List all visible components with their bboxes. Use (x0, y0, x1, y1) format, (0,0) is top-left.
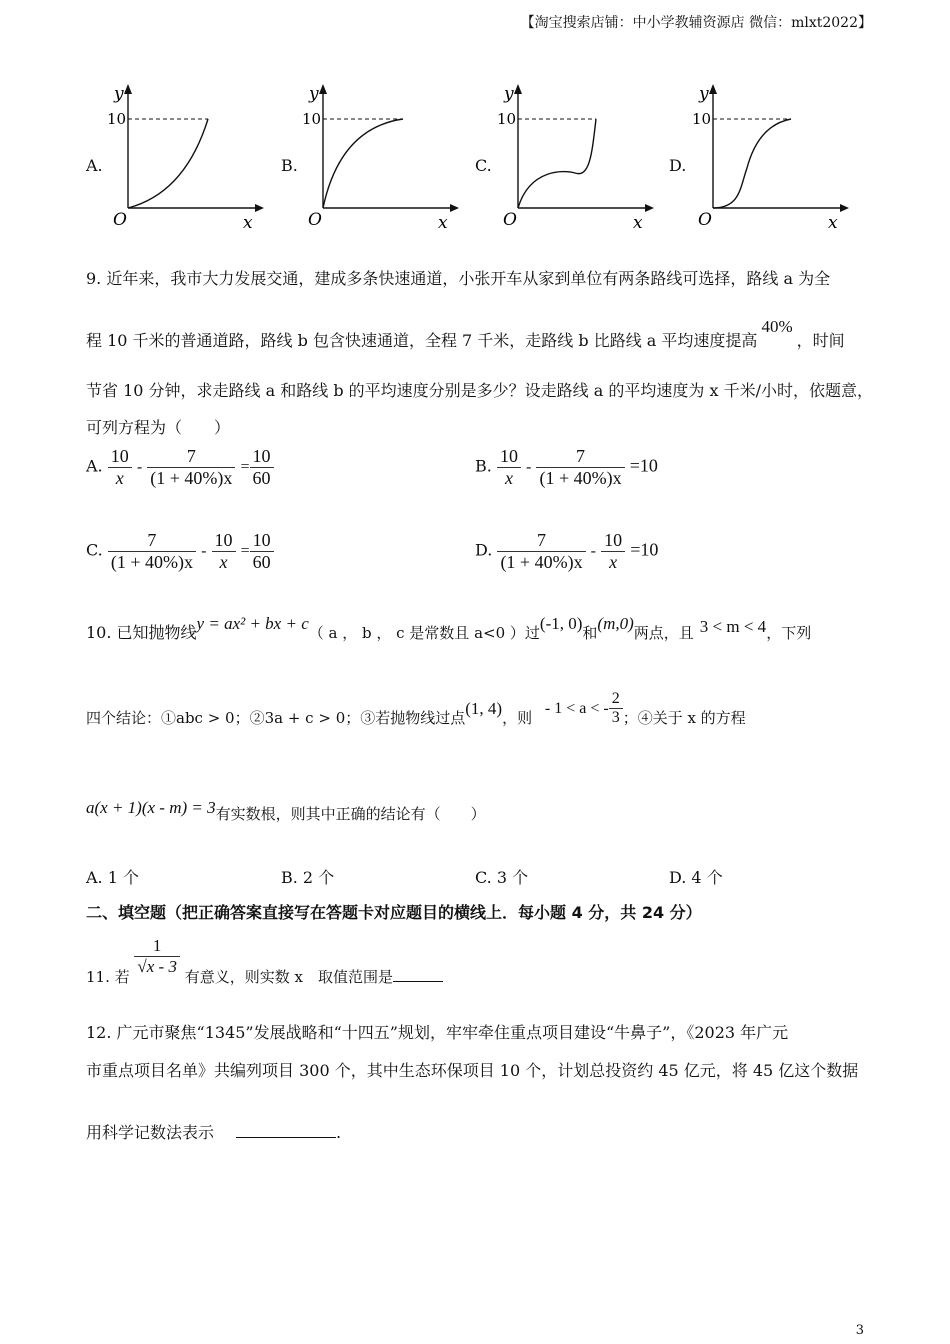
q9-line-3: 节省 10 分钟，求走路线 a 和路线 b 的平均速度分别是多少？设走路线 a 的平均速度为 x 千米/小时，依题意， (86, 381, 873, 400)
x-axis-label: x (438, 213, 448, 233)
origin-label: O (113, 210, 127, 230)
graph-option-a-label: A. (86, 156, 103, 175)
q9-percent: 40% (761, 317, 793, 336)
header-note: 【淘宝搜索店铺：中小学教辅资源店 微信：mlxt2022】 (520, 15, 872, 31)
y-tick-10: 10 (302, 110, 322, 128)
q10-option-a[interactable]: A. 1 个 (86, 868, 139, 887)
page-number: 3 (855, 1323, 864, 1338)
y-axis-label: y (309, 84, 319, 104)
option-label: B. (475, 456, 492, 476)
q9-option-c[interactable]: C. $\frac{7}{(1 + 40\%)x}$ - $\frac{10}{x}$ = $\frac{10}{60}$ (86, 530, 274, 572)
q11-answer-blank[interactable] (393, 981, 443, 982)
y-tick-10: 10 (692, 110, 712, 128)
q9-option-a[interactable]: A. $\frac{10}{x}$ - $\frac{7}{(1 + 40\%)x}$ = $\frac{10}{60}$ (86, 446, 274, 488)
section-2-heading: 二、填空题（把正确答案直接写在答题卡对应题目的横线上．每小题 4 分，共 24 分） (86, 903, 702, 922)
q10-option-d[interactable]: D. 4 个 (669, 868, 723, 887)
graph-b (295, 78, 475, 238)
option-label: C. (86, 540, 103, 560)
x-axis-label: x (633, 213, 643, 233)
q12-line-1: 12. 广元市聚焦“1345”发展战略和“十四五”规划，牢牢牵住重点项目建设“牛鼻子”，《2023 年广元 (86, 1023, 789, 1042)
graph-c (490, 78, 670, 238)
q9-line-2 (86, 317, 845, 351)
origin-label: O (503, 210, 517, 230)
graph-option-c-label: C. (475, 156, 492, 175)
q10-line-2: 四个结论：①abc > 0；②3a + c > 0；③若抛物线过点(1, 4)，则 - 1 < a < - $\frac{2}{3}$ ；④关于 x 的方程 (86, 690, 746, 727)
y-axis-label: y (504, 84, 514, 104)
q9-line-4: 可列方程为（ ） (86, 418, 231, 437)
graph-a (100, 78, 280, 238)
q9-option-b[interactable]: B. $\frac{10}{x}$ - $\frac{7}{(1 + 40\%)x}$ =10 (475, 446, 658, 488)
y-tick-10: 10 (107, 110, 127, 128)
x-axis-label: x (828, 213, 838, 233)
origin-label: O (308, 210, 322, 230)
origin-label: O (698, 210, 712, 230)
q12-line-3: 用科学记数法表示 . (86, 1123, 342, 1142)
q11: 11. 若 $\frac{1}{√x - 3}$ 有意义，则实数 x 取值范围是 (86, 936, 443, 976)
graph-option-d-label: D. (669, 156, 687, 175)
q9-line-1: 9. 近年来，我市大力发展交通，建成多条快速通道，小张开车从家到单位有两条路线可选择，路线 a 为全 (86, 269, 831, 288)
y-tick-10: 10 (497, 110, 517, 128)
option-label: A. (86, 456, 103, 476)
q9-line-2-text: 程 10 千米的普通道路，路线 b 包含快速通道，全程 7 千米，走路线 b 比路线 a 平均速度提高 (86, 331, 758, 350)
q10-parabola-eq: y = ax² + bx + c (196, 614, 309, 633)
y-axis-label: y (114, 84, 124, 104)
y-axis-label: y (699, 84, 709, 104)
q9-line-2-tail: ，时间 (796, 331, 845, 350)
q10-option-b[interactable]: B. 2 个 (281, 868, 335, 887)
q10-line-3: a(x + 1)(x - m) = 3有实数根，则其中正确的结论有（ ） (86, 798, 486, 823)
q12-line-2: 市重点项目名单》共编列项目 300 个，其中生态环保项目 10 个，计划总投资约 45 亿元，将 45 亿这个数据 (86, 1061, 859, 1080)
graph-option-b-label: B. (281, 156, 298, 175)
x-axis-label: x (243, 213, 253, 233)
q9-option-d[interactable]: D. $\frac{7}{(1 + 40\%)x}$ - $\frac{10}{x}$ =10 (475, 530, 659, 572)
option-label: D. (475, 540, 493, 560)
q12-answer-blank[interactable] (236, 1137, 336, 1138)
q10-option-c[interactable]: C. 3 个 (475, 868, 529, 887)
graph-d (685, 78, 865, 238)
q10-line-1: 10. 已知抛物线y = ax² + bx + c（ a ， b ， c 是常数且 a<0 ）过(-1, 0)和(m,0)两点，且 3 < m < 4，下列 (86, 614, 812, 642)
